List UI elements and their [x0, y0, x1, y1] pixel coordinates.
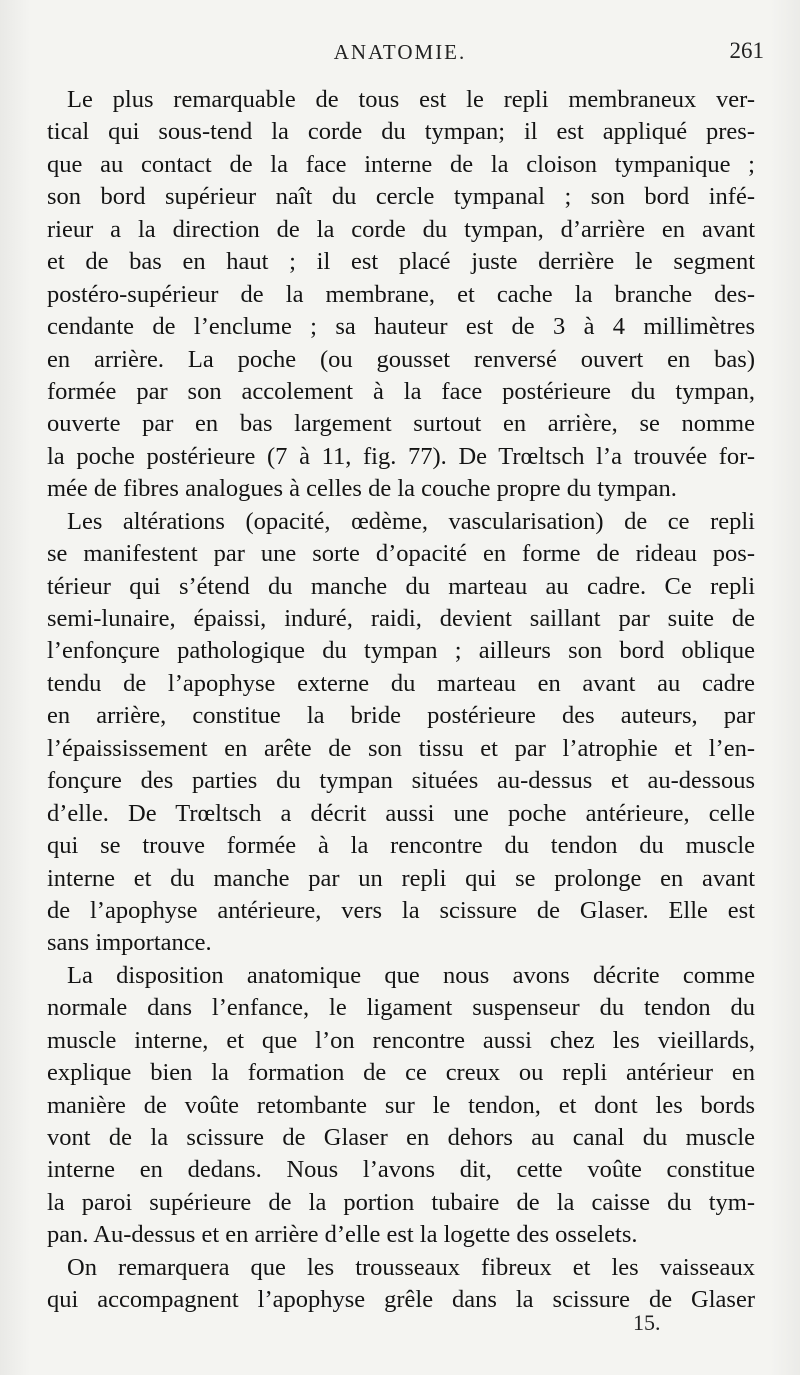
text-line: la poche postérieure (7 à 11, fig. 77). De Trœltsch l’a trouvée for-	[47, 442, 755, 470]
text-line: rieur a la direction de la corde du tympan, d’arrière en avant	[47, 215, 755, 243]
page-number: 261	[729, 38, 764, 63]
text-line: pan. Au-dessus et en arrière d’elle est la logette des osselets.	[47, 1221, 638, 1249]
text-line: tendu de l’apophyse externe du marteau en avant au cadre	[47, 669, 755, 697]
text-line: La disposition anatomique que nous avons décrite comme	[67, 961, 755, 989]
text-line: la paroi supérieure de la portion tubaire de la caisse du tym-	[47, 1188, 755, 1216]
text-line: qui accompagnent l’apophyse grêle dans la scissure de Glaser	[47, 1286, 755, 1314]
text-line: semi-lunaire, épaissi, induré, raidi, devient saillant par suite de	[47, 605, 755, 632]
text-line: l’enfonçure pathologique du tympan ; ailleurs son bord oblique	[47, 637, 755, 665]
text-line: fonçure des parties du tympan situées au-dessus et au-dessous	[47, 767, 755, 795]
text-line: se manifestent par une sorte d’opacité en forme de rideau pos-	[47, 540, 755, 568]
running-header-title: ANATOMIE.	[333, 40, 467, 64]
text-line: normale dans l’enfance, le ligament suspenseur du tendon du	[47, 994, 755, 1022]
text-line: Les altérations (opacité, œdème, vascularisation) de ce repli	[67, 507, 755, 535]
text-line: postéro-supérieur de la membrane, et cache la branche des-	[47, 280, 755, 308]
text-line: de l’apophyse antérieure, vers la scissure de Glaser. Elle est	[47, 896, 755, 924]
text-line: vont de la scissure de Glaser en dehors au canal du muscle	[47, 1124, 755, 1151]
text-line: cendante de l’enclume ; sa hauteur est de 3 à 4 millimètres	[47, 313, 755, 341]
text-line: Le plus remarquable de tous est le repli membraneux ver-	[67, 86, 755, 113]
text-line: mée de fibres analogues à celles de la couche propre du tympan.	[47, 475, 677, 503]
text-line: et de bas en haut ; il est placé juste derrière le segment	[47, 248, 755, 276]
text-line: muscle interne, et que l’on rencontre aussi chez les vieillards,	[47, 1026, 755, 1054]
text-line: tical qui sous-tend la corde du tympan; il est appliqué pres-	[47, 118, 755, 146]
text-line: en arrière. La poche (ou gousset renversé ouvert en bas)	[47, 345, 755, 373]
text-line: interne en dedans. Nous l’avons dit, cette voûte constitue	[47, 1156, 755, 1184]
text-line: d’elle. De Trœltsch a décrit aussi une poche antérieure, celle	[47, 799, 755, 827]
signature-mark: 15.	[633, 1310, 661, 1335]
text-line: l’épaississement en arête de son tissu et par l’atrophie et l’en-	[47, 734, 755, 762]
text-line: térieur qui s’étend du manche du marteau au cadre. Ce repli	[47, 572, 755, 600]
text-line: On remarquera que les trousseaux fibreux et les vaisseaux	[67, 1253, 755, 1281]
text-line: explique bien la formation de ce creux ou repli antérieur en	[47, 1059, 755, 1087]
text-line: sans importance.	[47, 929, 212, 957]
text-line: interne et du manche par un repli qui se prolonge en avant	[47, 864, 755, 892]
text-line: ouverte par en bas largement surtout en arrière, se nomme	[47, 410, 755, 438]
body-text	[47, 84, 755, 1317]
text-line: manière de voûte retombante sur le tendon, et dont les bords	[47, 1091, 755, 1119]
text-line: qui se trouve formée à la rencontre du tendon du muscle	[47, 832, 755, 860]
text-line: que au contact de la face interne de la cloison tympanique ;	[47, 150, 755, 178]
text-line: son bord supérieur naît du cercle tympanal ; son bord infé-	[47, 183, 755, 211]
text-line: en arrière, constitue la bride postérieure des auteurs, par	[47, 702, 755, 730]
text-line: formée par son accolement à la face postérieure du tympan,	[47, 377, 755, 405]
